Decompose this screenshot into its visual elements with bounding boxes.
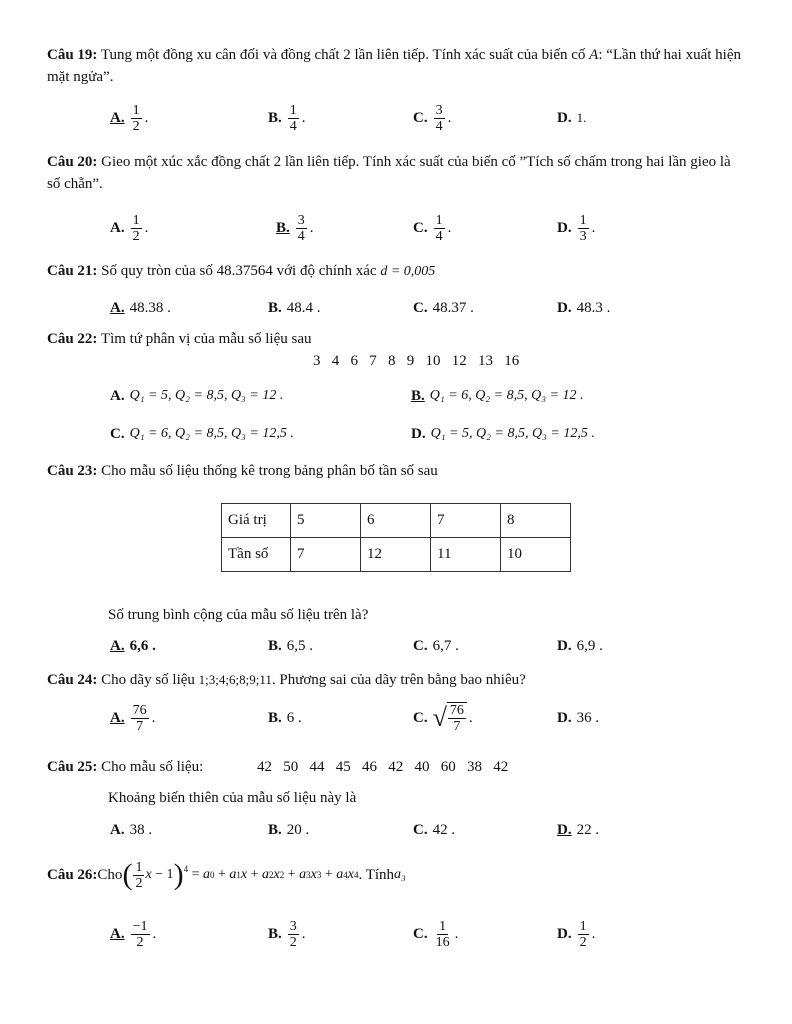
option-value: 20 . bbox=[286, 821, 310, 838]
option-a[interactable] bbox=[110, 626, 156, 666]
question-text: Cho bbox=[97, 866, 123, 883]
option-value: 48.38 . bbox=[129, 299, 171, 316]
option-value: 1. bbox=[576, 110, 587, 125]
fraction: $\frac{1}{3}$ bbox=[579, 212, 587, 244]
table-header-cell: Tần số bbox=[222, 538, 291, 572]
option-label: A. bbox=[110, 299, 125, 316]
option-value: 6,6 . bbox=[129, 637, 156, 654]
option-c[interactable] bbox=[413, 810, 455, 850]
option-label: A. bbox=[110, 709, 125, 726]
option-d[interactable] bbox=[557, 810, 599, 850]
sub-question: Số trung bình cộng của mẫu số liệu trên là? bbox=[108, 607, 369, 623]
fraction: $\frac{1}{2}$ bbox=[132, 212, 140, 244]
option-d[interactable]: D. $\frac{1}{2}$ . bbox=[557, 918, 596, 950]
table-cell: 7 bbox=[431, 504, 501, 538]
fraction: $\frac{-1}{2}$ bbox=[132, 918, 148, 950]
option-b[interactable] bbox=[268, 626, 313, 666]
question-text: Tung một đồng xu cân đối và đồng chất 2 lần liên tiếp. Tính xác suất của biến cố bbox=[97, 47, 590, 63]
option-label: B. bbox=[268, 637, 282, 654]
option-label: B. bbox=[268, 925, 282, 942]
option-b[interactable]: B. $\frac{1}{4}$ . bbox=[268, 102, 306, 134]
question-text: Cho mẫu số liệu thống kê trong bảng phân bố tần số sau bbox=[97, 463, 438, 479]
data-list: 1;3;4;6;8;9;11 bbox=[198, 672, 272, 687]
option-label: B. bbox=[268, 299, 282, 316]
option-value: Q₁ = 6, Q₂ = 8,5, Q₃ = 12,5 . bbox=[129, 426, 294, 441]
table-cell: 7 bbox=[291, 538, 361, 572]
option-label: D. bbox=[411, 425, 426, 442]
question-26 bbox=[47, 852, 406, 898]
table-header-cell: Giá trị bbox=[222, 504, 291, 538]
option-c[interactable]: C. √ $\frac{76}{7}$ . bbox=[413, 703, 473, 734]
option-value: 38 . bbox=[129, 821, 153, 838]
option-value: 48.4 . bbox=[286, 299, 321, 316]
option-value: 42 . bbox=[432, 821, 456, 838]
fraction: $\frac{1}{16}$ bbox=[435, 918, 450, 950]
option-label: C. bbox=[413, 925, 428, 942]
question-text: Tìm tứ phân vị của mẫu số liệu sau bbox=[97, 331, 312, 347]
option-label: C. bbox=[413, 709, 428, 726]
option-c[interactable]: C. $\frac{1}{4}$ . bbox=[413, 212, 452, 244]
option-value: 6,7 . bbox=[432, 637, 459, 654]
option-value: 36 . bbox=[576, 709, 600, 726]
option-a[interactable]: A. $\frac{1}{2}$ . bbox=[110, 212, 149, 244]
question-23 bbox=[47, 460, 747, 482]
sub-question: Khoảng biến thiên của mẫu số liệu này là bbox=[108, 790, 357, 806]
precision: d = 0,005 bbox=[380, 264, 436, 279]
option-label: A. bbox=[110, 637, 125, 654]
option-a[interactable]: A. $\frac{1}{2}$ . bbox=[110, 102, 149, 134]
option-c[interactable]: C. $\frac{3}{4}$ . bbox=[413, 102, 452, 134]
fraction: $\frac{3}{4}$ bbox=[297, 212, 305, 244]
option-label: A. bbox=[110, 219, 125, 236]
fraction: $\frac{1}{4}$ bbox=[289, 102, 297, 134]
question-tail: . Tính bbox=[358, 866, 395, 883]
question-number: Câu 19: bbox=[47, 47, 98, 63]
option-value: Q₁ = 6, Q₂ = 8,5, Q₃ = 12 . bbox=[429, 388, 584, 403]
option-value: Q₁ = 5, Q₂ = 8,5, Q₃ = 12 . bbox=[129, 388, 284, 403]
table-cell: 11 bbox=[431, 538, 501, 572]
fraction: $\frac{1}{4}$ bbox=[435, 212, 443, 244]
fraction: $\frac{3}{4}$ bbox=[435, 102, 443, 134]
question-20 bbox=[47, 151, 747, 195]
option-label: C. bbox=[413, 219, 428, 236]
question-number: Câu 20: bbox=[47, 154, 98, 170]
option-label: A. bbox=[110, 821, 125, 838]
option-d[interactable] bbox=[557, 626, 603, 666]
question-text-2: . Phương sai của dãy trên bằng bao nhiêu? bbox=[271, 672, 526, 688]
option-c[interactable] bbox=[110, 414, 294, 454]
square-root: √ $\frac{76}{7}$ bbox=[433, 702, 467, 734]
number: 48.37564 bbox=[216, 263, 273, 279]
option-b[interactable] bbox=[411, 376, 584, 416]
option-value: 6 . bbox=[286, 709, 302, 726]
question-text: Số quy tròn của số bbox=[97, 263, 217, 279]
option-label: D. bbox=[557, 109, 572, 126]
question-number: Câu 22: bbox=[47, 331, 98, 347]
option-b[interactable] bbox=[268, 810, 309, 850]
option-label: B. bbox=[268, 109, 282, 126]
table-cell: 10 bbox=[501, 538, 571, 572]
option-label: D. bbox=[557, 821, 572, 838]
question-text: Gieo một xúc xắc đồng chất 2 lần liên tiếp. Tính xác suất của biến cố ”Tích số chấm trong hai lần gieo là số chẵn”. bbox=[47, 154, 731, 192]
option-label: D. bbox=[557, 219, 572, 236]
table-cell: 8 bbox=[501, 504, 571, 538]
option-c[interactable] bbox=[413, 626, 459, 666]
table-row bbox=[222, 538, 571, 572]
option-a[interactable] bbox=[110, 288, 171, 328]
option-b[interactable] bbox=[268, 288, 321, 328]
table-cell: 12 bbox=[361, 538, 431, 572]
option-label: C. bbox=[413, 299, 428, 316]
question-24 bbox=[47, 669, 747, 691]
option-label: C. bbox=[413, 821, 428, 838]
option-a[interactable]: A. $\frac{-1}{2}$ . bbox=[110, 918, 157, 950]
option-label: A. bbox=[110, 109, 125, 126]
option-label: D. bbox=[557, 637, 572, 654]
option-a[interactable] bbox=[110, 810, 152, 850]
option-b[interactable]: B. $\frac{3}{4}$ . bbox=[276, 212, 314, 244]
question-19 bbox=[47, 44, 747, 88]
option-label: D. bbox=[557, 299, 572, 316]
option-d[interactable] bbox=[557, 288, 610, 328]
question-number: Câu 23: bbox=[47, 463, 98, 479]
question-text-2: với độ chính xác bbox=[272, 263, 381, 279]
option-value: 22 . bbox=[576, 821, 600, 838]
table-row bbox=[222, 504, 571, 538]
table-cell: 6 bbox=[361, 504, 431, 538]
option-c[interactable] bbox=[413, 288, 474, 328]
option-label: C. bbox=[110, 425, 125, 442]
question-text: Cho dãy số liệu bbox=[97, 672, 199, 688]
fraction: $\frac{3}{2}$ bbox=[289, 918, 297, 950]
question-number: Câu 21: bbox=[47, 263, 98, 279]
option-label: C. bbox=[413, 109, 428, 126]
option-c[interactable]: C. $\frac{1}{16}$ . bbox=[413, 918, 459, 950]
option-b[interactable]: B. $\frac{3}{2}$ . bbox=[268, 918, 306, 950]
option-d[interactable]: D. $\frac{1}{3}$ . bbox=[557, 212, 596, 244]
option-label: B. bbox=[411, 387, 425, 404]
option-label: D. bbox=[557, 925, 572, 942]
option-label: D. bbox=[557, 709, 572, 726]
option-label: B. bbox=[268, 709, 282, 726]
question-21 bbox=[47, 260, 747, 283]
option-d[interactable] bbox=[557, 698, 599, 738]
option-value: 48.3 . bbox=[576, 299, 611, 316]
question-22 bbox=[47, 328, 747, 350]
option-label: C. bbox=[413, 637, 428, 654]
target-coefficient: a₃ bbox=[394, 867, 406, 882]
question-number: Câu 25: bbox=[47, 759, 98, 775]
option-value: 48.37 . bbox=[432, 299, 474, 316]
option-value: 6,9 . bbox=[576, 637, 603, 654]
binomial-expression: ( $\frac{1}{2}$ x − 1 ) $^4$ = a 0 + a 1 x + a 2 x 2 + a 3 x 3 + a 4 x 4 bbox=[122, 858, 359, 891]
option-d[interactable] bbox=[557, 98, 586, 138]
option-label: A. bbox=[110, 925, 125, 942]
question-text: Cho mẫu số liệu: bbox=[97, 759, 204, 775]
option-value: 6,5 . bbox=[286, 637, 314, 654]
option-d[interactable] bbox=[411, 414, 595, 454]
question-number: Câu 24: bbox=[47, 672, 98, 688]
option-label: A. bbox=[110, 387, 125, 404]
data-list: 3 4 6 7 8 9 10 12 13 16 bbox=[313, 353, 520, 369]
fraction: $\frac{76}{7}$ bbox=[132, 702, 147, 734]
fraction: $\frac{1}{2}$ bbox=[132, 102, 140, 134]
option-a[interactable]: A. $\frac{76}{7}$ . bbox=[110, 702, 156, 734]
option-label: B. bbox=[276, 219, 290, 236]
option-value: Q₁ = 5, Q₂ = 8,5, Q₃ = 12,5 . bbox=[430, 426, 595, 441]
question-number: Câu 26: bbox=[47, 866, 98, 883]
data-list: 42 50 44 45 46 42 40 60 38 42 bbox=[257, 759, 509, 775]
option-label: B. bbox=[268, 821, 282, 838]
frequency-table bbox=[221, 503, 571, 572]
event-symbol: A bbox=[589, 47, 599, 63]
option-b[interactable] bbox=[268, 698, 302, 738]
option-a[interactable] bbox=[110, 376, 283, 416]
table-cell: 5 bbox=[291, 504, 361, 538]
question-text-2: : “Lần thứ hai xuất hiện mặt ngửa”. bbox=[47, 47, 741, 85]
fraction: $\frac{1}{2}$ bbox=[579, 918, 587, 950]
